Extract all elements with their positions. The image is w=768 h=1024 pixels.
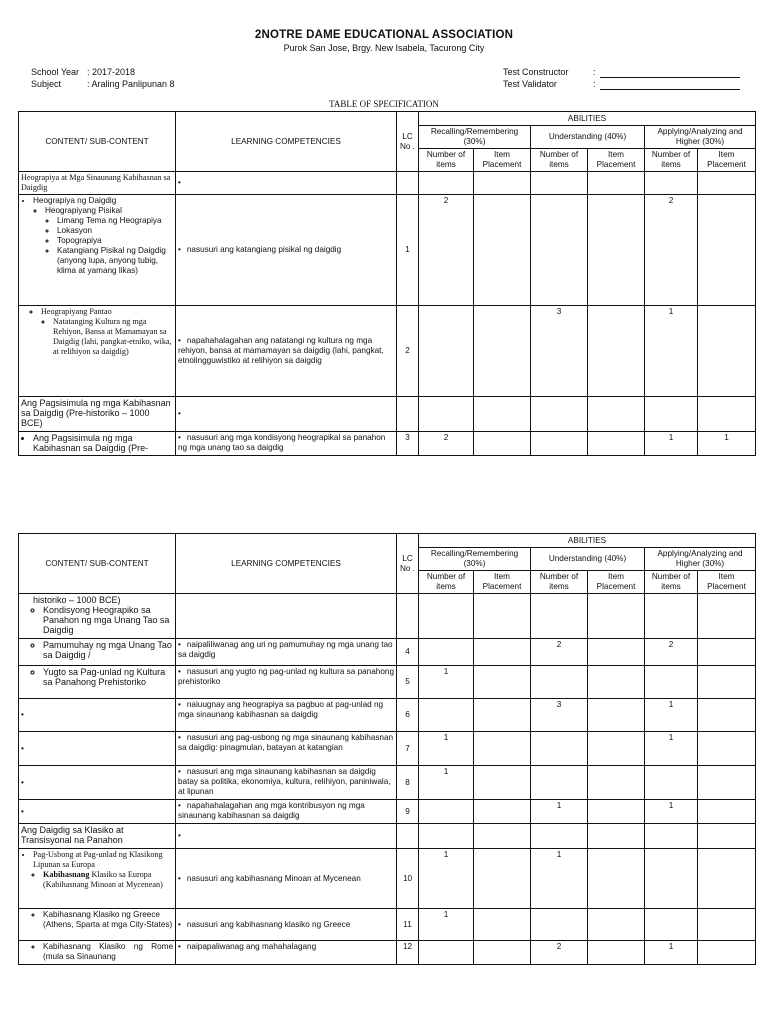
und-num-header: Number of items [531, 149, 588, 172]
school-address: Purok San Jose, Brgy. New Isabela, Tacurong City [283, 43, 485, 53]
app-place-cell: 1 [698, 432, 756, 456]
meta-left [31, 66, 175, 90]
competency-cell: • naipapaliwanag ang mahahalagang [176, 941, 397, 965]
competency-cell [176, 824, 397, 849]
competency-cell: • nasusuri ang kabihasnang klasiko ng Greece [176, 909, 397, 941]
und-num-cell: 2 [531, 941, 588, 965]
content-cell: Ang Pagsisimula ng mga Kabihasnan sa Daigdig (Pre-historiko – 1000 BCE) [19, 397, 176, 432]
colon: : [593, 79, 596, 89]
competency-cell: • naipaliliwanag ang uri ng pamumuhay ng mga unang tao sa daigdig [176, 639, 397, 666]
app-num-cell: 1 [645, 732, 698, 766]
rec-num-cell: 1 [419, 909, 474, 941]
app-num-cell: 2 [645, 195, 698, 306]
list-item: ◦ Natatanging Kultura ng mga Rehiyon, Bansa at Mamamayan sa Daigdig (lahi, pangkat-etniko, wika, at relihiyon sa daigdig) [53, 317, 173, 357]
table-row [19, 800, 756, 824]
und-num-cell: 1 [531, 849, 588, 909]
competencies-header: LEARNING COMPETENCIES [176, 534, 397, 594]
competency-cell: • napahahalagahan ang mga kontribusyon ng mga sinaunang kabihasnan sa daigdig [176, 800, 397, 824]
content-cell: Heograpiya at Mga Sinaunang Kabihasnan sa Daigdig [19, 172, 176, 195]
content-cell [19, 909, 176, 941]
und-num-cell: 3 [531, 306, 588, 397]
table-row [19, 849, 756, 909]
lc-no-cell: 10 [397, 849, 419, 909]
competency-cell: • nasusuri ang mga sinaunang kabihasnan sa daigdig batay sa politika, ekonomiya, kultura, relihiyon, paniniwala, at lipunan [176, 766, 397, 800]
rec-num-header: Number of items [419, 149, 474, 172]
school-year-value: : 2017-2018 [87, 67, 136, 77]
lc-no-cell: 5 [397, 666, 419, 699]
competencies-header: LEARNING COMPETENCIES [176, 112, 397, 172]
rec-num-cell: 2 [419, 195, 474, 306]
lc-no-cell: 3 [397, 432, 419, 456]
list-item: • Heograpiya ng Daigdig [33, 196, 173, 206]
und-place-header: Item Placement [588, 149, 645, 172]
table-row [19, 699, 756, 732]
content-cell [19, 432, 176, 456]
und-num-cell: 3 [531, 699, 588, 732]
test-constructor-label: Test Constructor [503, 67, 569, 77]
colon: : [593, 67, 596, 77]
competency-cell: • nasusuri ang pag-usbong ng mga sinaunang kabihasnan sa daigdig: pinagmulan, batayan at katangian [176, 732, 397, 766]
lc-no-cell: 12 [397, 941, 419, 965]
und-num-header: Number of items [531, 571, 588, 594]
table-row [19, 909, 756, 941]
list-item: ◦ Kabihasnang Klasiko ng Rome (mula sa Sinaunang [43, 942, 173, 962]
content-cell [19, 849, 176, 909]
list-item: ◦ Lokasyon [57, 226, 173, 236]
list-item: ◦ Katangiang Pisikal ng Daigdig (anyong lupa, anyong tubig, klima at yamang likas) [57, 246, 173, 276]
competency-cell: • nasusuri ang katangiang pisikal ng daigdig [176, 195, 397, 306]
table-row [19, 732, 756, 766]
list-item: ◦ Kondisyong Heograpiko sa Panahon ng mga Unang Tao sa Daigdig [43, 605, 173, 635]
competency-cell: • nasusuri ang kabihasnang Minoan at Mycenean [176, 849, 397, 909]
rec-num-cell: 1 [419, 732, 474, 766]
understanding-header: Understanding (40%) [531, 548, 645, 571]
lc-no-cell: 11 [397, 909, 419, 941]
app-place-header: Item Placement [698, 149, 756, 172]
rec-place-header: Item Placement [474, 149, 531, 172]
content-cell [19, 306, 176, 397]
table-row [19, 666, 756, 699]
list-item: • Pag-Usbong at Pag-unlad ng Klasikong Lipunan sa Europa [33, 850, 173, 870]
competency-cell [176, 397, 397, 432]
table-row [19, 195, 756, 306]
test-validator-field[interactable] [600, 80, 740, 90]
rec-num-cell: 2 [419, 432, 474, 456]
lc-no-cell: 6 [397, 699, 419, 732]
table-row [19, 594, 756, 639]
table-row [19, 824, 756, 849]
table-row [19, 172, 756, 195]
meta-right [503, 66, 740, 90]
lc-no-header: LC No . [397, 112, 419, 172]
content-cell [19, 195, 176, 306]
content-cell [19, 732, 176, 766]
list-item: • Ang Pagsisimula ng mga Kabihasnan sa Daigdig (Pre- [33, 433, 173, 453]
list-item: ◦ Pamumuhay ng mga Unang Tao sa Daigdig / [43, 640, 173, 660]
app-num-cell: 1 [645, 699, 698, 732]
table-row [19, 306, 756, 397]
content-cell [19, 594, 176, 639]
list-item: ◦ Yugto sa Pag-unlad ng Kultura sa Panahong Prehistoriko [43, 667, 173, 687]
content-cell [19, 666, 176, 699]
school-year-label: School Year [31, 67, 80, 77]
competency-cell [176, 172, 397, 195]
recalling-header: Recalling/Remembering (30%) [419, 548, 531, 571]
content-header: CONTENT/ SUB-CONTENT [19, 534, 176, 594]
understanding-header: Understanding (40%) [531, 126, 645, 149]
content-cell [19, 800, 176, 824]
list-item: ◦ Topograpiya [57, 236, 173, 246]
content-cell [19, 941, 176, 965]
abilities-header: ABILITIES [419, 534, 756, 548]
lc-no-cell: 8 [397, 766, 419, 800]
competency-cell: • nasusuri ang mga kondisyong heograpikal sa panahon ng mga unang tao sa daigdig [176, 432, 397, 456]
lc-no-header: LC No . [397, 534, 419, 594]
lc-no-cell: 9 [397, 800, 419, 824]
recalling-header: Recalling/Remembering (30%) [419, 126, 531, 149]
applying-header: Applying/Analyzing and Higher (30%) [645, 548, 756, 571]
table-title: TABLE OF SPECIFICATION [329, 99, 439, 109]
und-num-cell: 1 [531, 800, 588, 824]
und-place-header: Item Placement [588, 571, 645, 594]
content-cell [19, 699, 176, 732]
competency-cell: • nasusuri ang yugto ng pag-unlad ng kultura sa panahong prehistoriko [176, 666, 397, 699]
test-validator-label: Test Validator [503, 79, 557, 89]
content-cell [19, 766, 176, 800]
app-num-cell: 1 [645, 941, 698, 965]
app-num-cell: 1 [645, 800, 698, 824]
list-item: ◦ Kabihasnang Klasiko sa Europa (Kabihasnang Minoan at Mycenean) [43, 870, 173, 890]
table-row [19, 432, 756, 456]
specification-table-1 [18, 111, 756, 456]
test-constructor-field[interactable] [600, 68, 740, 78]
app-num-cell: 1 [645, 306, 698, 397]
lc-no-cell: 4 [397, 639, 419, 666]
table-row [19, 397, 756, 432]
lc-no-cell: 2 [397, 306, 419, 397]
content-cell: Ang Daigdig sa Klasiko at Transisyonal na Panahon [19, 824, 176, 849]
competency-cell: • naiuugnay ang heograpiya sa pagbuo at pag-unlad ng mga sinaunang kabihasnan sa daigdig [176, 699, 397, 732]
app-num-header: Number of items [645, 149, 698, 172]
applying-header: Applying/Analyzing and Higher (30%) [645, 126, 756, 149]
rec-num-cell: 1 [419, 766, 474, 800]
app-num-header: Number of items [645, 571, 698, 594]
abilities-header: ABILITIES [419, 112, 756, 126]
list-item: ◦ Kabihasnang Klasiko ng Greece (Athens, Sparta at mga City-States) [43, 910, 173, 930]
content-header: CONTENT/ SUB-CONTENT [19, 112, 176, 172]
list-item: ◦ Limang Tema ng Heograpiya [57, 216, 173, 226]
rec-place-header: Item Placement [474, 571, 531, 594]
app-place-header: Item Placement [698, 571, 756, 594]
lc-no-cell: 7 [397, 732, 419, 766]
school-name: 2NOTRE DAME EDUCATIONAL ASSOCIATION [254, 29, 514, 41]
rec-num-header: Number of items [419, 571, 474, 594]
content-cell [19, 639, 176, 666]
subject-label: Subject [31, 79, 62, 89]
competency-cell: • napahahalagahan ang natatangi ng kultura ng mga rehiyon, bansa at mamamayan sa daigdig (lahi, pangkat, etnolingguwistiko at relihiyon sa daigdig [176, 306, 397, 397]
lc-no-cell: 1 [397, 195, 419, 306]
rec-num-cell: 1 [419, 849, 474, 909]
list-item: ◦ Heograpiyang Pisikal ◦ Limang Tema ng Heograpiya ◦ Lokasyon ◦ Topograpiya ◦ Katangiang Pisikal ng Daigdig (anyong lupa, anyong tubig, klima at yamang likas) [45, 206, 173, 276]
specification-table-2 [18, 533, 756, 965]
subject-value: : Araling Panlipunan 8 [87, 79, 175, 89]
und-num-cell: 2 [531, 639, 588, 666]
list-item: ◦ Heograpiyang Pantao ◦ Natatanging Kultura ng mga Rehiyon, Bansa at Mamamayan sa Daigdig (lahi, pangkat-etniko, wika, at relihiyon sa daigdig) [41, 307, 173, 357]
table-row [19, 941, 756, 965]
app-num-cell: 2 [645, 639, 698, 666]
content-continued: historiko – 1000 BCE) [33, 595, 121, 605]
app-num-cell: 1 [645, 432, 698, 456]
table-row [19, 766, 756, 800]
table-row [19, 639, 756, 666]
rec-num-cell: 1 [419, 666, 474, 699]
